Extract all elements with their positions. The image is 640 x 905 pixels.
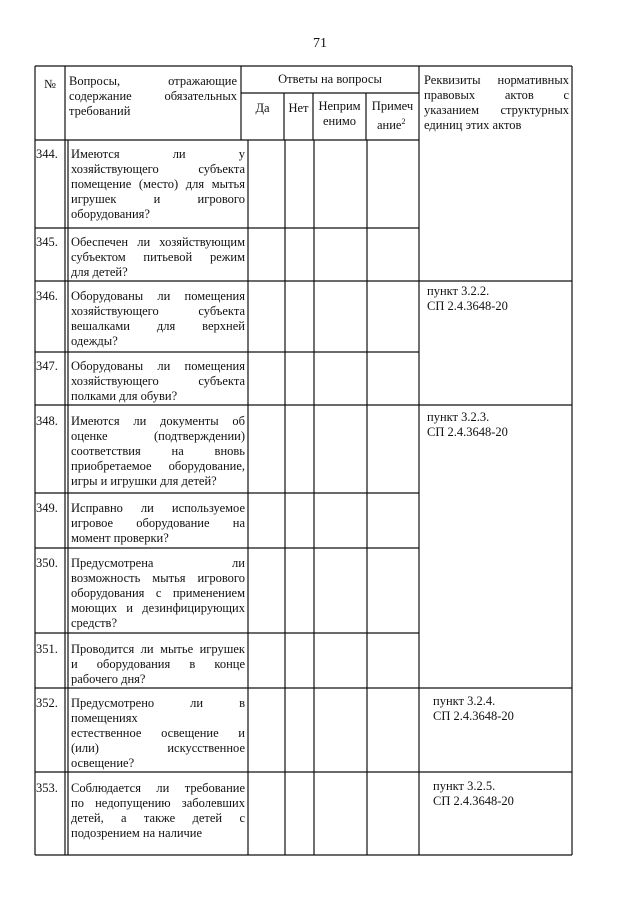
question-line: хозяйствующего субъекта [71, 374, 245, 388]
row-number: 347. [36, 359, 58, 373]
question-line: Оборудованы ли помещения [71, 289, 245, 303]
header-note-text: ание [377, 118, 402, 133]
header-answer-no: Нет [288, 101, 309, 115]
question-line: игрушек и игрового [71, 192, 245, 206]
requisite-cell [427, 284, 567, 314]
question-line: Соблюдается ли требование [71, 781, 245, 795]
requisite-line: пункт 3.2.3. [427, 410, 490, 424]
question-line: помещениях [71, 711, 138, 725]
requisite-cell [427, 410, 567, 440]
question-line: момент проверки? [71, 531, 169, 545]
header-note-line [377, 114, 419, 133]
question-line: игры и игрушки для детей? [71, 474, 217, 488]
question-line: помещение (место) для мытья [71, 177, 245, 191]
header-na-line: енимо [322, 114, 357, 128]
question-line: соответствия на вновь [71, 444, 245, 458]
question-line: Предусмотрена ли [71, 556, 245, 570]
question-line: естественное освещение и [71, 726, 245, 740]
requisite-line: пункт 3.2.4. [433, 694, 496, 708]
header-requisites-line: Реквизиты нормативных [424, 73, 569, 87]
header-answers-group: Ответы на вопросы [278, 72, 382, 86]
question-line: хозяйствующего субъекта [71, 162, 245, 176]
row-number: 352. [36, 696, 58, 710]
question-line: Обеспечен ли хозяйствующим [71, 235, 245, 249]
question-line: хозяйствующего субъекта [71, 304, 245, 318]
question-line: субъектом питьевой режим [71, 250, 245, 264]
question-line: Исправно ли используемое [71, 501, 245, 515]
row-number: 353. [36, 781, 58, 795]
question-line: вешалками для верхней [71, 319, 245, 333]
question-line: оборудования? [71, 207, 150, 221]
row-number: 348. [36, 414, 58, 428]
header-requisites-line: правовых актов с [424, 88, 569, 102]
question-line: Имеются ли документы об [71, 414, 245, 428]
requisite-cell [433, 779, 567, 809]
question-line: для детей? [71, 265, 128, 279]
requisite-line: СП 2.4.3648-20 [427, 425, 508, 439]
requisite-line: СП 2.4.3648-20 [433, 709, 514, 723]
question-line: полками для обуви? [71, 389, 178, 403]
header-questions-line: требований [69, 104, 131, 118]
question-line: Оборудованы ли помещения [71, 359, 245, 373]
requisite-line: СП 2.4.3648-20 [433, 794, 514, 808]
question-line: оборудования с применением [71, 586, 245, 600]
row-number: 350. [36, 556, 58, 570]
question-line: подозрением на наличие [71, 826, 203, 840]
question-line: Предусмотрено ли в [71, 696, 245, 710]
header-number: № [44, 77, 56, 91]
row-number: 351. [36, 642, 58, 656]
header-questions-line: Вопросы, отражающие [69, 74, 237, 88]
row-number: 344. [36, 147, 58, 161]
row-number: 346. [36, 289, 58, 303]
header-requisites-line: указанием структурных [424, 103, 569, 117]
row-number: 345. [36, 235, 58, 249]
header-note-superscript: 2 [401, 117, 406, 126]
question-line: средств? [71, 616, 118, 630]
question-line: по недопущению заболевших [71, 796, 245, 810]
question-line: игровое оборудование на [71, 516, 245, 530]
question-line: освещение? [71, 756, 135, 770]
requisite-line: пункт 3.2.2. [427, 284, 490, 298]
header-answer-yes: Да [255, 101, 270, 115]
header-questions-line: содержание обязательных [69, 89, 237, 103]
question-line: (или) искусственное [71, 741, 245, 755]
header-na-line: Неприм [318, 99, 361, 113]
question-line: детей, а также детей с [71, 811, 245, 825]
question-line: Проводится ли мытье игрушек [71, 642, 245, 656]
header-note-line: Примеч [371, 99, 414, 113]
question-line: оценке (подтверждении) [71, 429, 245, 443]
question-line: одежды? [71, 334, 118, 348]
question-line: Имеются ли у [71, 147, 245, 161]
question-line: приобретаемое оборудование, [71, 459, 245, 473]
requisite-line: СП 2.4.3648-20 [427, 299, 508, 313]
question-line: возможность мытья игрового [71, 571, 245, 585]
requisite-cell [433, 694, 567, 724]
question-line: и оборудования в конце [71, 657, 245, 671]
page-number: 71 [313, 36, 327, 51]
question-line: рабочего дня? [71, 672, 146, 686]
question-line: моющих и дезинфицирующих [71, 601, 245, 615]
requisite-line: пункт 3.2.5. [433, 779, 496, 793]
row-number: 349. [36, 501, 58, 515]
header-requisites-line: единиц этих актов [424, 118, 522, 132]
